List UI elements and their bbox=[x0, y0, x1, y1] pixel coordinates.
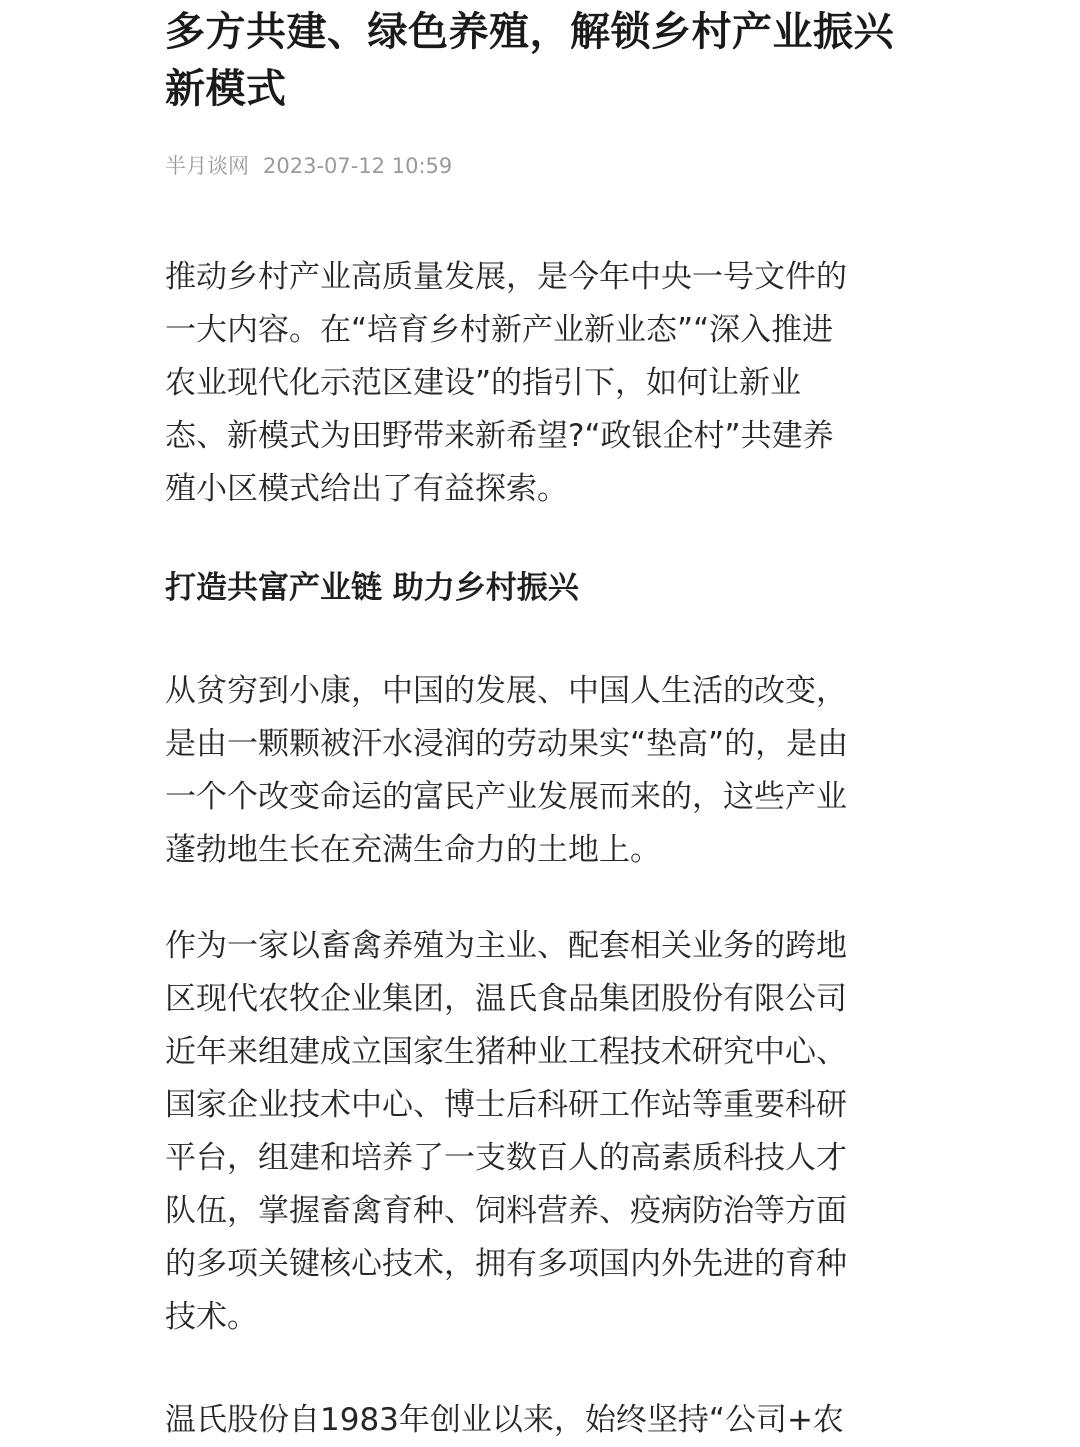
paragraph-line: 队伍，掌握畜禽育种、饲料营养、疫病防治等方面 bbox=[165, 1193, 847, 1229]
paragraph-line: 一大内容。在“培育乡村新产业新业态”“深入推进 bbox=[165, 312, 834, 348]
section-heading: 打造共富产业链 助力乡村振兴 bbox=[165, 570, 579, 606]
title-line: 新模式 bbox=[165, 66, 287, 112]
title-line: 多方共建、绿色养殖，解锁乡村产业振兴 bbox=[165, 9, 894, 55]
paragraph-line: 区现代农牧企业集团，温氏食品集团股份有限公司 bbox=[165, 981, 847, 1017]
paragraph-line: 近年来组建成立国家生猪种业工程技术研究中心、 bbox=[165, 1034, 847, 1070]
intro-paragraph bbox=[165, 251, 925, 516]
paragraph-line: 殖小区模式给出了有益探索。 bbox=[165, 471, 568, 507]
paragraph-line: 推动乡村产业高质量发展，是今年中央一号文件的 bbox=[165, 259, 847, 295]
article-meta bbox=[165, 150, 452, 182]
paragraph-line: 是由一颗颗被汗水浸润的劳动果实“垫高”的，是由 bbox=[165, 726, 849, 762]
paragraph-line: 蓬勃地生长在充满生命力的土地上。 bbox=[165, 832, 661, 868]
body-paragraph-2 bbox=[165, 665, 925, 877]
paragraph-line: 的多项关键核心技术，拥有多项国内外先进的育种 bbox=[165, 1246, 847, 1282]
body-paragraph-3 bbox=[165, 920, 925, 1344]
paragraph-line: 国家企业技术中心、博士后科研工作站等重要科研 bbox=[165, 1087, 847, 1123]
paragraph-line: 一个个改变命运的富民产业发展而来的，这些产业 bbox=[165, 779, 847, 815]
paragraph-line: 农业现代化示范区建设”的指引下，如何让新业 bbox=[165, 365, 802, 401]
paragraph-line: 态、新模式为田野带来新希望?“政银企村”共建养 bbox=[165, 418, 834, 454]
paragraph-line: 作为一家以畜禽养殖为主业、配套相关业务的跨地 bbox=[165, 928, 847, 964]
paragraph-line: 从贫穷到小康，中国的发展、中国人生活的改变， bbox=[165, 673, 847, 709]
source-name[interactable]: 半月谈网 bbox=[165, 154, 249, 178]
article-title bbox=[165, 4, 925, 118]
paragraph-line: 平台，组建和培养了一支数百人的高素质科技人才 bbox=[165, 1140, 847, 1176]
body-paragraph-4 bbox=[165, 1394, 925, 1447]
paragraph-line: 技术。 bbox=[165, 1299, 258, 1335]
publish-date: 2023-07-12 10:59 bbox=[263, 154, 453, 178]
paragraph-line: 温氏股份自1983年创业以来，始终坚持“公司+农 bbox=[165, 1402, 844, 1438]
